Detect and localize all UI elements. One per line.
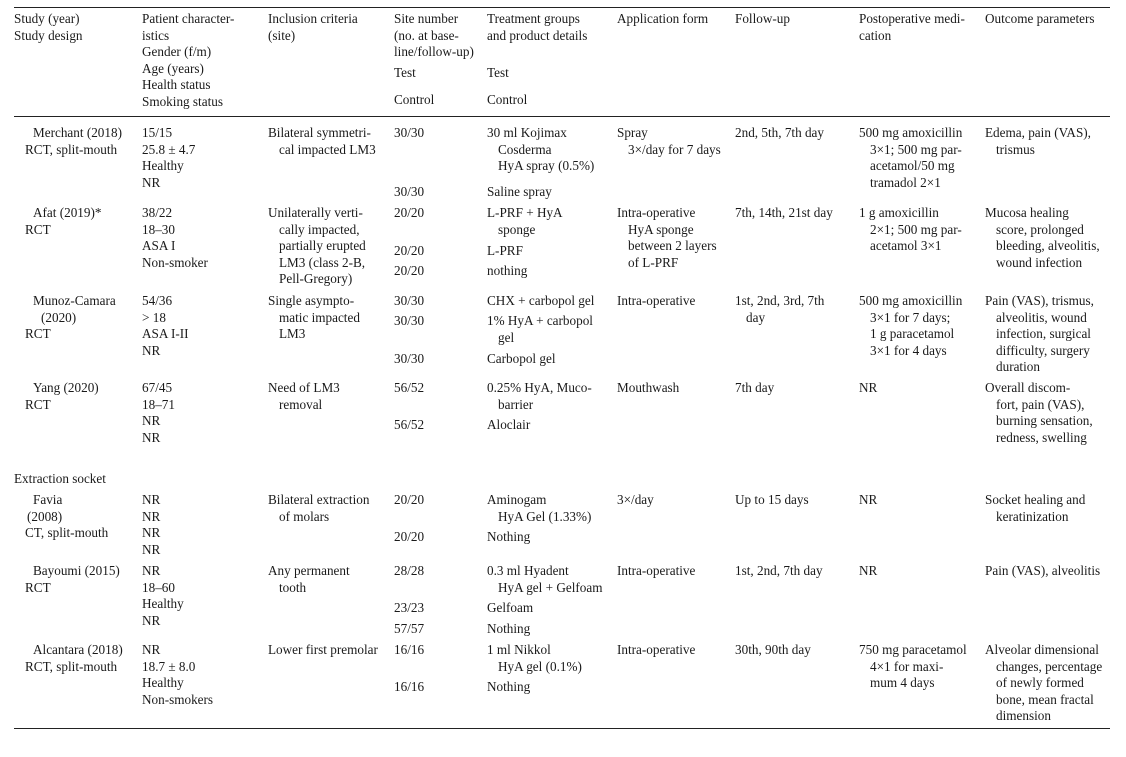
cell-application: Mouthwash	[617, 380, 680, 395]
cell-patient: 38/22 18–30 ASA I Non-smoker	[142, 205, 208, 270]
cell-treatment: Nothing	[487, 529, 531, 544]
cell-outcome: Socket healing and keratinization	[985, 492, 1086, 524]
table-bottom-rule	[14, 728, 1110, 729]
cell-application: Intra-operative	[617, 563, 696, 578]
cell-followup: 30th, 90th day	[735, 642, 811, 657]
cell-site-number: 30/30	[394, 351, 425, 366]
cell-inclusion: Single asympto- matic impacted LM3	[268, 293, 360, 342]
cell-treatment: 30 ml Kojimax Cosderma HyA spray (0.5%)	[487, 125, 595, 174]
cell-patient: NR 18–60 Healthy NR	[142, 563, 184, 628]
cell-site-number: 30/30	[394, 125, 425, 140]
cell-inclusion: Unilaterally verti- cally impacted, partially erupted LM3 (class 2-B, Pell-Gregory)	[268, 205, 366, 287]
cell-application: 3×/day	[617, 492, 654, 507]
cell-followup: 1st, 2nd, 3rd, 7th day	[735, 293, 825, 325]
cell-medication: 500 mg amoxicillin 3×1; 500 mg par- acetamol/50 mg tramadol 2×1	[859, 125, 963, 190]
header-site-test: Test	[394, 65, 416, 80]
cell-medication: NR	[859, 563, 878, 578]
cell-treatment: Aloclair	[487, 417, 531, 432]
cell-application: Intra-operative HyA sponge between 2 layers of L-PRF	[617, 205, 717, 270]
cell-followup: 2nd, 5th, 7th day	[735, 125, 825, 140]
cell-treatment: Gelfoam	[487, 600, 534, 615]
header-site-number: Site number (no. at base- line/follow-up)	[394, 11, 474, 60]
cell-outcome: Overall discom- fort, pain (VAS), burning sensation, redness, swelling	[985, 380, 1093, 445]
cell-medication: 750 mg paracetamol 4×1 for maxi- mum 4 days	[859, 642, 967, 691]
cell-patient: 54/36 > 18 ASA I-II NR	[142, 293, 189, 358]
header-inclusion: Inclusion criteria (site)	[268, 11, 358, 43]
cell-site-number: 20/20	[394, 205, 425, 220]
cell-treatment: 0.25% HyA, Muco- barrier	[487, 380, 592, 412]
cell-application: Intra-operative	[617, 293, 696, 308]
section-label: Extraction socket	[14, 471, 106, 486]
cell-treatment: nothing	[487, 263, 528, 278]
cell-study: Yang (2020) RCT	[25, 380, 99, 412]
header-followup: Follow-up	[735, 11, 790, 26]
cell-site-number: 56/52	[394, 417, 425, 432]
header-application: Application form	[617, 11, 709, 26]
cell-treatment: CHX + carbopol gel	[487, 293, 595, 308]
cell-followup: 7th, 14th, 21st day	[735, 205, 833, 220]
cell-site-number: 20/20	[394, 529, 425, 544]
header-patient: Patient character- istics Gender (f/m) Age (years) Health status Smoking status	[142, 11, 235, 109]
cell-treatment: Carbopol gel	[487, 351, 556, 366]
cell-outcome: Edema, pain (VAS), trismus	[985, 125, 1091, 157]
cell-inclusion: Lower first premolar	[268, 642, 378, 657]
header-outcome: Outcome parameters	[985, 11, 1095, 26]
cell-treatment: Saline spray	[487, 184, 552, 199]
cell-site-number: 20/20	[394, 243, 425, 258]
cell-treatment: 1 ml Nikkol HyA gel (0.1%)	[487, 642, 582, 674]
cell-site-number: 20/20	[394, 492, 425, 507]
cell-site-number: 16/16	[394, 642, 425, 657]
cell-treatment: L-PRF + HyA sponge	[487, 205, 563, 237]
cell-site-number: 28/28	[394, 563, 425, 578]
cell-site-number: 16/16	[394, 679, 425, 694]
cell-application: Spray 3×/day for 7 days	[617, 125, 721, 157]
cell-patient: NR 18.7 ± 8.0 Healthy Non-smokers	[142, 642, 214, 707]
cell-treatment: Nothing	[487, 621, 531, 636]
cell-site-number: 30/30	[394, 313, 425, 328]
cell-application: Intra-operative	[617, 642, 696, 657]
header-bottom-rule	[14, 116, 1110, 117]
cell-inclusion: Bilateral extraction of molars	[268, 492, 370, 524]
cell-site-number: 56/52	[394, 380, 425, 395]
cell-site-number: 23/23	[394, 600, 425, 615]
header-treat-control: Control	[487, 92, 528, 107]
cell-study: Afat (2019)* RCT	[25, 205, 102, 237]
cell-patient: 67/45 18–71 NR NR	[142, 380, 175, 445]
cell-medication: NR	[859, 492, 878, 507]
cell-outcome: Alveolar dimensional changes, percentage of newly formed bone, mean fractal dimension	[985, 642, 1103, 724]
cell-followup: 7th day	[735, 380, 775, 395]
cell-outcome: Mucosa healing score, prolonged bleeding, alveolitis, wound infection	[985, 205, 1100, 270]
cell-study: Alcantara (2018) RCT, split-mouth	[25, 642, 123, 674]
cell-study: Favia (2008) CT, split-mouth	[25, 492, 109, 541]
cell-followup: 1st, 2nd, 7th day	[735, 563, 823, 578]
cell-site-number: 30/30	[394, 293, 425, 308]
cell-inclusion: Need of LM3 removal	[268, 380, 340, 412]
cell-outcome: Pain (VAS), alveolitis	[985, 563, 1101, 578]
cell-medication: NR	[859, 380, 878, 395]
cell-inclusion: Any permanent tooth	[268, 563, 350, 595]
cell-treatment: Nothing	[487, 679, 531, 694]
cell-study: Merchant (2018) RCT, split-mouth	[25, 125, 122, 157]
cell-medication: 1 g amoxicillin 2×1; 500 mg par- acetamol 3×1	[859, 205, 962, 254]
table-top-rule	[14, 7, 1110, 8]
cell-treatment: 1% HyA + carbopol gel	[487, 313, 593, 345]
cell-medication: 500 mg amoxicillin 3×1 for 7 days; 1 g paracetamol 3×1 for 4 days	[859, 293, 963, 358]
header-site-control: Control	[394, 92, 435, 107]
cell-treatment: Aminogam HyA Gel (1.33%)	[487, 492, 592, 524]
header-study: Study (year) Study design	[14, 11, 83, 43]
cell-site-number: 30/30	[394, 184, 425, 199]
cell-site-number: 20/20	[394, 263, 425, 278]
cell-followup: Up to 15 days	[735, 492, 809, 507]
header-treat-test: Test	[487, 65, 509, 80]
cell-treatment: L-PRF	[487, 243, 523, 258]
cell-study: Munoz-Camara (2020) RCT	[25, 293, 116, 342]
header-treatment: Treatment groups and product details	[487, 11, 588, 43]
cell-treatment: 0.3 ml Hyadent HyA gel + Gelfoam	[487, 563, 603, 595]
cell-inclusion: Bilateral symmetri- cal impacted LM3	[268, 125, 376, 157]
cell-study: Bayoumi (2015) RCT	[25, 563, 120, 595]
cell-patient: NR NR NR NR	[142, 492, 161, 557]
cell-outcome: Pain (VAS), trismus, alveolitis, wound infection, surgical difficulty, surgery duration	[985, 293, 1094, 375]
header-medication: Postoperative medi- cation	[859, 11, 965, 43]
cell-patient: 15/15 25.8 ± 4.7 Healthy NR	[142, 125, 196, 190]
cell-site-number: 57/57	[394, 621, 425, 636]
